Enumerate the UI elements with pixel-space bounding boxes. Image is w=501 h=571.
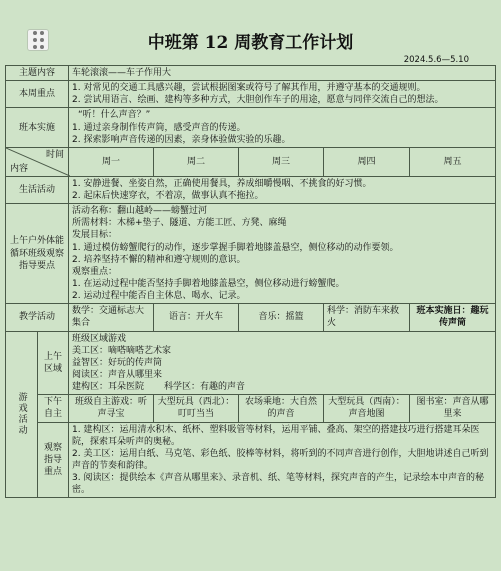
text-line: 2. 运动过程中能否自主休息、喝水、记录。 [72,291,246,302]
text-line: 建构区：耳朵医院 科学区：有趣的声音 [72,382,246,393]
day-header: 周四 [324,147,410,176]
date-range: 2024.5.6—5.10 [403,55,469,65]
games-afternoon-row [6,395,496,422]
teaching-cell: 班本实施日：趣玩传声筒 [410,304,496,331]
sub-label: 观察指导重点 [38,422,69,498]
page-title: 中班第 12 周教育工作计划 [147,33,354,53]
text-line: 所需材料：木梯+垫子、隧道、方能工匠、方凳、麻绳 [72,218,287,229]
theme-row [6,66,496,81]
text-line: 发展目标： [72,230,118,241]
plan-table [5,65,496,498]
text-line: “听！什么声音？” [78,110,151,121]
text-line: 2. 探索影响声音传递的因素，亲身体验做实验的乐趣。 [72,134,291,145]
row-label: 主题内容 [6,66,69,81]
afternoon-cell: 农场乘地：大自然的声音 [239,395,324,422]
text-line: 班级区域游戏 [72,333,127,344]
day-header: 周五 [410,147,496,176]
theme-value: 车轮滚滚——车子作用大 [69,66,496,81]
row-label: 教学活动 [6,304,69,331]
sub-label: 下午自主 [38,395,69,422]
text-line: 阅读区：声音从哪里来 [72,369,163,380]
text-line: 益智区：好玩的传声筒 [72,357,163,368]
text-line: 2. 起床后快速穿衣，不着凉，做事认真不拖拉。 [72,190,264,201]
text-line: 美工区：嘀嗒嘀嗒艺术家 [72,345,172,356]
life-row [6,176,496,203]
teaching-cell: 数学：交通标志大集合 [69,304,154,331]
focus-row [6,81,496,108]
diagonal-header [6,147,69,176]
afternoon-cell: 图书室：声音从哪里来 [410,395,496,422]
header-row [6,147,496,176]
row-label: 上午户外体能循环班级观察指导要点 [6,204,69,304]
row-label: 生活活动 [6,176,69,203]
text-line: 3. 阅读区：提供绘本《声音从哪里来》、录音机、纸、笔等材料，探究声音的产生，记录绘本中声音的秘密。 [72,473,484,496]
teaching-cell: 音乐：摇篮 [239,304,324,331]
outdoor-content [69,204,496,304]
class-row [6,108,496,147]
text-line: 1. 通过亲身制作传声筒，感受声音的传递。 [72,122,246,133]
text-line: 1. 安静进餐、坐姿自然，正确使用餐具，养成细嚼慢咽、不挑食的好习惯。 [72,178,372,189]
text-line: 活动名称：翻山越岭——螃蟹过河 [72,206,208,217]
outdoor-row [6,204,496,304]
diag-top-label: 时间 [46,149,65,160]
day-header: 周三 [239,147,324,176]
observe-content [69,422,496,498]
teaching-cell: 科学：消防车来救火 [324,304,410,331]
afternoon-cell: 大型玩具（西北）：叮叮当当 [154,395,239,422]
focus-content [69,81,496,108]
diag-bottom-label: 内容 [10,163,29,174]
text-line: 1. 在运动过程中能否坚持手脚着地膝盖悬空，侧位移动进行螃蟹爬。 [72,278,345,289]
day-header: 周二 [154,147,239,176]
text-line: 2. 美工区：运用白纸、马克笔、彩色纸、胶棒等材料，将听到的不同声音进行创作，大胆地讲述自己听到声音的节奏和韵律。 [72,448,489,471]
text-line: 观察重点： [72,266,118,277]
afternoon-cell: 班级自主游戏：听声寻宝 [69,395,154,422]
life-content [69,176,496,203]
afternoon-cell: 大型玩具（西南）：声音地图 [324,395,410,422]
row-label: 游戏活动 [16,392,27,437]
text-line: 1. 建构区：运用清水积木、纸杯、塑料吸管等材料，运用平铺、叠高、架空的搭建技巧进行搭建耳朵医院，探索耳朵听声的奥秘。 [72,424,480,447]
class-content [69,108,496,147]
teaching-cell: 语言：开火车 [154,304,239,331]
row-label: 本周重点 [6,81,69,108]
games-morning-row [6,331,496,395]
sub-label: 上午区域 [38,331,69,395]
morning-content [69,331,496,395]
games-label-cell [6,331,38,498]
text-line: 1. 通过模仿螃蟹爬行的动作，逐步掌握手脚着地膝盖悬空，侧位移动的动作要领。 [72,242,399,253]
text-line: 1. 对常见的交通工具感兴趣，尝试根据图案或符号了解其作用，并遵守基本的交通规则。 [72,83,426,94]
text-line: 2. 培养坚持不懈的精神和遵守规则的意识。 [72,254,246,265]
day-header: 周一 [69,147,154,176]
games-observe-row [6,422,496,498]
teaching-row [6,304,496,331]
row-label: 班本实施 [6,108,69,147]
text-line: 2. 尝试用语言、绘画、建构等多种方式，大胆创作车子的用途，愿意与同伴交流自己的想法。 [72,95,444,106]
